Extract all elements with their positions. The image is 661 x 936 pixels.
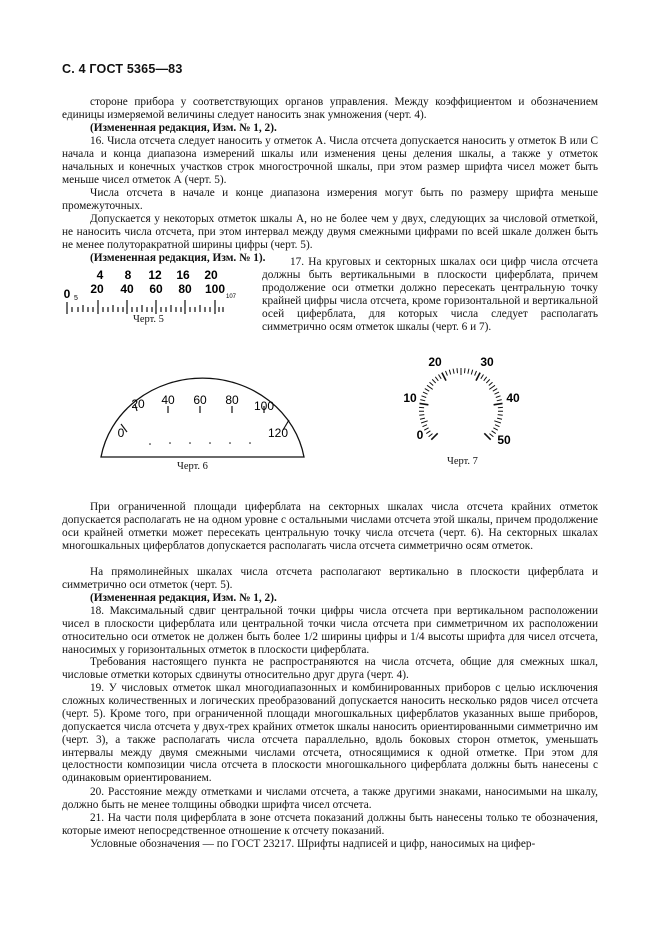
fig5-top-label: 20 (204, 268, 218, 282)
figure-7-caption: Черт. 7 (447, 456, 478, 467)
fig5-bottom-label: 40 (120, 282, 134, 296)
fig7-tick (497, 418, 502, 419)
fig6-label: 100 (253, 399, 275, 413)
fig6-label: 20 (131, 397, 145, 411)
fig7-tick (492, 431, 496, 434)
fig5-bottom-label: 20 (90, 282, 104, 296)
fig7-tick (481, 375, 484, 379)
fig5-top-label: 8 (124, 268, 132, 282)
fig5-bottom-label: 100 (204, 282, 226, 296)
fig7-tick (493, 389, 497, 392)
figure-5-caption: Черт. 5 (133, 314, 164, 325)
paragraph-intro: стороне прибора у соответствующих органов управления. Между коэффициентом и обозначением единицы измеряемой величины следует наносить знак умножения (черт. 4). (62, 96, 598, 121)
fig7-label: 50 (497, 433, 511, 447)
fig7-tick (423, 392, 428, 394)
fig7-tick (475, 371, 477, 376)
fig7-tick (465, 368, 466, 373)
fig6-label: 80 (225, 393, 239, 407)
fig7-tick (435, 377, 438, 381)
fig7-label: 10 (403, 391, 417, 405)
fig5-bottom-label: 0 (63, 287, 71, 301)
figure-7-circular-scale (395, 350, 525, 450)
fig7-tick (489, 385, 495, 389)
fig7-tick (420, 403, 429, 404)
fig7-tick (429, 434, 433, 437)
fig7-tick (421, 421, 428, 423)
fig5-top-label: 12 (148, 268, 162, 282)
fig6-label: 60 (193, 393, 207, 407)
fig5-bottom-label: 60 (149, 282, 163, 296)
amendment-note-2: (Измененная редакция, Изм. № 1). (90, 252, 266, 264)
fig7-tick (420, 418, 425, 419)
fig7-tick (422, 396, 427, 398)
amendment-note-1: (Измененная редакция, Изм. № 1, 2). (90, 122, 277, 134)
fig7-tick (476, 373, 480, 381)
fig7-tick (430, 382, 434, 385)
fig7-tick (498, 415, 503, 416)
paragraph-19: 19. У числовых отметок шкал многодиапазонных и комбинированных приборов с целью исключения сложных количественных и логических преобразований допускается наносить несколько рядов чисел отсчета (черт. 5). Кроме того, при ограниченной площади многошкальных циферблатов указанных выше приборов, допускается числа отсчета у двух-трех крайних отметок шкалы наносить ориентированными симметрично им (черт. 3), а также располагать числа отсчета параллельно, вдоль боковых сторон отметок, уменьшать интервалы между двумя смежными числами отсчета, относящимися к одной отметке. При этом для целостности композиции числа отсчета в плоскости многошкального циферблата должны быть нанесены с одинаковым ориентированием. (62, 682, 598, 785)
fig7-tick (424, 428, 428, 430)
paragraph-16: 16. Числа отсчета следует наносить у отметок А. Числа отсчета допускается наносить у отметок В или С начала и конца диапазона измерений шкалы или изменения цены деления шкалы, а также у отметок начальных и конечных участков строк многострочной шкалы, при этом размер шрифта чисел может быть меньше чисел отметок А (черт. 5). (62, 135, 598, 186)
fig7-tick (442, 373, 446, 381)
fig6-label: 120 (267, 426, 289, 440)
fig6-label: 40 (161, 393, 175, 407)
amendment-note-3: (Измененная редакция, Изм. № 1, 2). (90, 592, 277, 604)
fig5-top-label: 4 (96, 268, 104, 282)
fig7-tick (494, 403, 503, 404)
paragraph-16c: Допускается у некоторых отметок шкалы А, но не более чем у двух, следующих за числовой отметкой, не наносить числа отсчета, при этом интервал между двумя смежными цифрами по всей шкале должен быть не менее полуторакратной ширины цифры (черт. 5). (62, 213, 598, 251)
fig7-tick (449, 370, 450, 375)
paragraph-20: 20. Расстояние между отметками и числами отсчета, а также другими знаками, наносимыми на шкалу, должно быть не менее толщины обводки шрифта чисел отсчета. (62, 786, 598, 811)
fig7-tick (490, 434, 494, 437)
fig5-bottom-label: 80 (178, 282, 192, 296)
fig7-tick (420, 400, 425, 401)
page-header: С. 4 ГОСТ 5365—83 (62, 62, 183, 76)
fig5-sub-label-right: 107 (226, 294, 237, 300)
paragraph-18: 18. Максимальный сдвиг центральной точки цифры числа отсчета при вертикальном расположении чисел в плоскости циферблата или центральной точки числа отсчета при симметричном их расположении относительно оси отметок не должен быть более 1/2 ширины цифры и 1/4 высоты шрифта для чисел отсчета, наносимых у горизонтальных отметок в плоскости циферблата. (62, 605, 598, 656)
fig7-label: 30 (480, 355, 494, 369)
fig7-tick (493, 428, 497, 430)
fig7-tick (425, 389, 429, 392)
paragraph-16b: Числа отсчета в начале и конце диапазона измерения могут быть по размеру шрифта меньше промежуточных. (62, 187, 598, 212)
fig7-tick (439, 375, 442, 379)
fig7-tick (468, 369, 469, 374)
paragraph-17b: При ограниченной площади циферблата на секторных шкалах числа отсчета крайних отметок допускается располагать не на одном уровне с остальными числами отсчета этой шкалы, причем продолжение оси крайней отметки может пересекать центральную точку числа отсчета (черт. 6). На секторных шкалах многошкальных циферблатов допускается располагать числа отсчета симметрично осям отметок. (62, 501, 598, 552)
fig6-label: 0 (117, 426, 125, 440)
fig7-tick (453, 369, 454, 374)
paragraph-22: Условные обозначения — по ГОСТ 23217. Шрифты надписей и цифр, наносимых на цифер- (90, 838, 536, 850)
fig7-tick (484, 377, 487, 381)
fig7-tick (423, 425, 428, 427)
fig7-tick (496, 396, 501, 398)
fig7-label: 40 (506, 391, 520, 405)
fig7-tick (419, 415, 424, 416)
figure-6-caption: Черт. 6 (177, 461, 208, 472)
fig7-tick (489, 382, 493, 385)
fig5-sub-label-left: 5 (74, 295, 78, 302)
fig7-tick (494, 421, 501, 423)
paragraph-17: 17. На круговых и секторных шкалах оси цифр числа отсчета должны быть вертикальными в плоскости циферблата, причем продолжение оси отметки должно пересекать центральную точку крайней цифры числа отсчета, кроме горизонтальной и вертикальной осей циферблата, для которых числа следует располагать симметрично осям отметок шкалы (черт. 6 и 7). (262, 256, 598, 333)
fig7-tick (495, 425, 500, 427)
paragraph-17c: На прямолинейных шкалах числа отсчета располагают вертикально в плоскости циферблата и симметрично оси отметок (черт. 5). (62, 566, 598, 591)
fig7-tick (426, 431, 430, 434)
fig7-tick (495, 392, 500, 394)
paragraph-18b: Требования настоящего пункта не распространяются на числа отсчета, общие для смежных шкал, числовые отметки которых сдвинуты относительно друг друга (черт. 4). (62, 656, 598, 681)
fig7-tick (446, 371, 448, 376)
fig7-tick (497, 400, 502, 401)
fig7-label: 20 (428, 355, 442, 369)
fig7-tick (471, 370, 472, 375)
figure-6-sector-scale (95, 360, 310, 460)
fig7-label: 0 (416, 428, 424, 442)
fig7-tick (486, 379, 490, 383)
fig7-tick (457, 368, 458, 373)
paragraph-21: 21. На части поля циферблата в зоне отсчета показаний должны быть нанесены только те обозначения, которые имеют непосредственное отношение к отсчету показаний. (62, 812, 598, 837)
fig7-tick (432, 379, 436, 383)
fig7-tick (427, 385, 433, 389)
fig5-top-label: 16 (176, 268, 190, 282)
